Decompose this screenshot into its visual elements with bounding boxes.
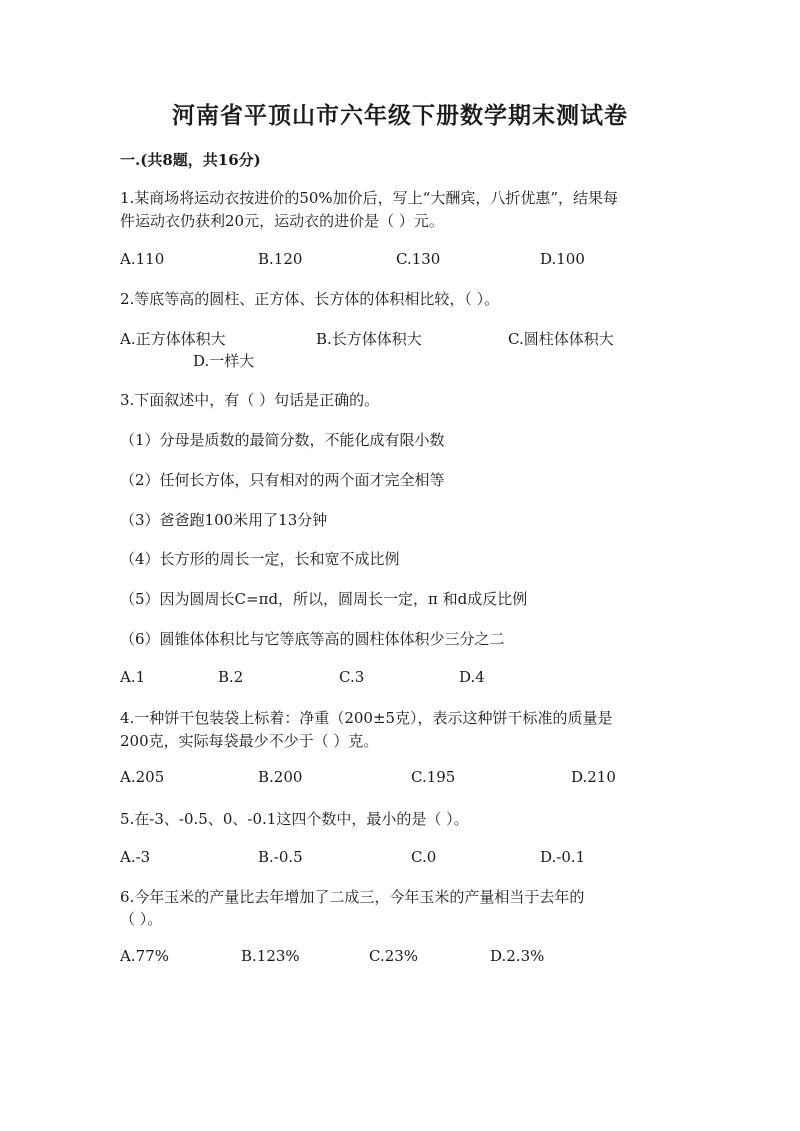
q1-line1: 1.某商场将运动衣按进价的50%加价后，写上“大酬宾，八折优惠”，结果每 [120,189,618,207]
q5-line1: 5.在-3、-0.5、0、-0.1这四个数中，最小的是（ ）。 [120,810,469,828]
q3-statement-1: （1）分母是质数的最简分数，不能化成有限小数 [120,431,445,449]
section-heading: 一.(共8题，共16分) [120,151,261,169]
q6-option-c: C.23% [369,947,419,965]
q1-option-b: B.120 [258,250,303,268]
q2-option-b: B.长方体体积大 [316,330,422,348]
q3-option-d: D.4 [459,668,485,686]
q4-line2: 200克，实际每袋最少不少于（ ）克。 [120,732,379,750]
q3-option-c: C.3 [339,668,365,686]
q4-option-a: A.205 [120,768,165,786]
q2-line1: 2.等底等高的圆柱、正方体、长方体的体积相比较，（ ）。 [120,290,500,308]
q1-line2: 件运动衣仍获利20元，运动衣的进价是（ ）元。 [120,212,444,230]
q4-line1: 4.一种饼干包装袋上标着：净重（200±5克），表示这种饼干标准的质量是 [120,709,613,727]
q1-option-a: A.110 [120,250,165,268]
q6-line1: 6.今年玉米的产量比去年增加了二成三，今年玉米的产量相当于去年的 [120,888,585,906]
q6-option-d: D.2.3% [490,947,545,965]
q1-option-d: D.100 [540,250,585,268]
q3-statement-6: （6）圆锥体体积比与它等底等高的圆柱体体积少三分之二 [120,630,505,648]
q6-option-b: B.123% [241,947,300,965]
q5-option-a: A.-3 [120,848,151,866]
q6-option-a: A.77% [120,947,169,965]
q3-option-a: A.1 [120,668,146,686]
q3-line1: 3.下面叙述中，有（ ）句话是正确的。 [120,391,380,409]
q3-statement-2: （2）任何长方体，只有相对的两个面才完全相等 [120,471,445,489]
q2-option-c: C.圆柱体体积大 [508,330,614,348]
q1-option-c: C.130 [396,250,441,268]
q5-option-d: D.-0.1 [540,848,586,866]
q3-option-b: B.2 [218,668,244,686]
q5-option-c: C.0 [411,848,437,866]
q2-option-d: D.一样大 [193,352,255,370]
q3-statement-5: （5）因为圆周长C=πd，所以，圆周长一定，π 和d成反比例 [120,590,528,608]
q4-option-b: B.200 [258,768,303,786]
q2-option-a: A.正方体体积大 [120,330,226,348]
q3-statement-4: （4）长方形的周长一定，长和宽不成比例 [120,550,400,568]
page-title: 河南省平顶山市六年级下册数学期末测试卷 [172,102,628,129]
q5-option-b: B.-0.5 [258,848,303,866]
q4-option-d: D.210 [571,768,616,786]
q4-option-c: C.195 [411,768,456,786]
q3-statement-3: （3）爸爸跑100米用了13分钟 [120,511,328,529]
q6-line2: （ ）。 [120,910,163,928]
